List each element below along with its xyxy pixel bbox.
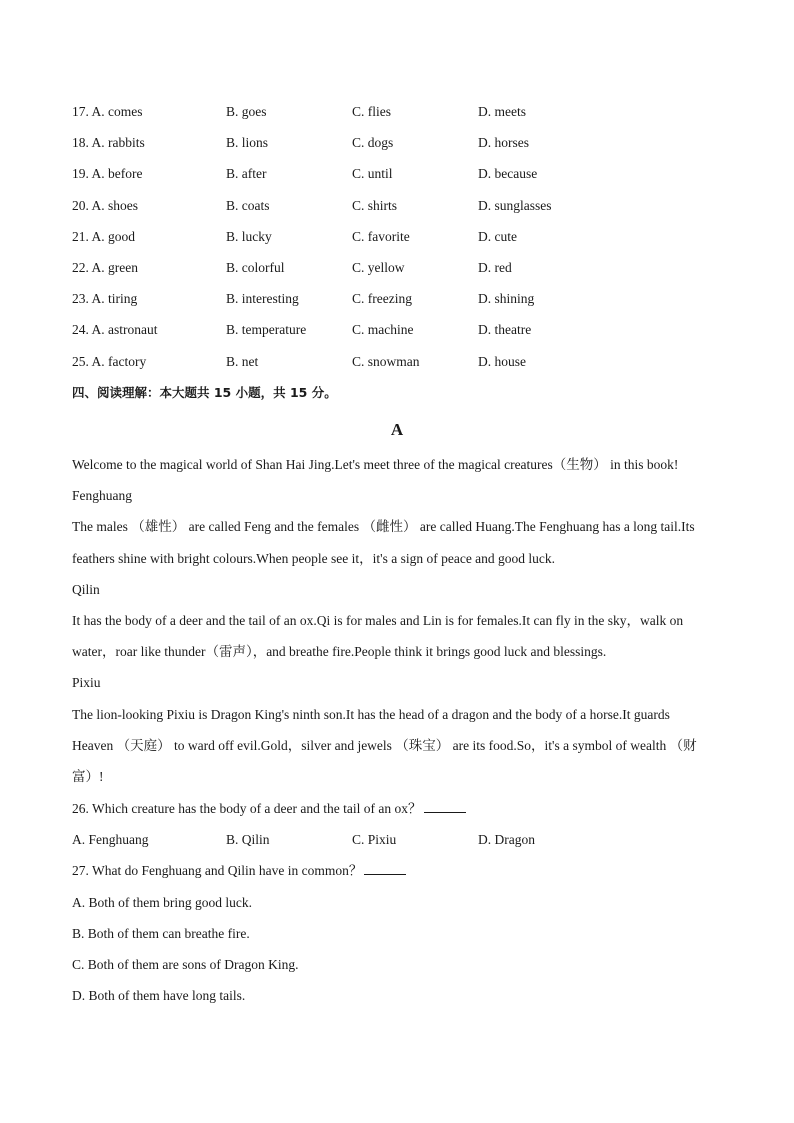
option-d: D. Both of them have long tails. <box>72 988 246 1004</box>
option-b: B. temperature <box>226 322 307 338</box>
passage-line: It has the body of a deer and the tail of an ox.Qi is for males and Lin is for females.It can fly in the sky，walk on <box>72 612 684 628</box>
option-a: 22. A. green <box>72 259 138 275</box>
option-c: C. dogs <box>352 135 394 151</box>
option-a: 19. A. before <box>72 166 143 182</box>
questions <box>72 798 720 1016</box>
option-c: C. snowman <box>352 353 420 369</box>
option-d: D. Dragon <box>478 832 535 848</box>
option-a: 20. A. shoes <box>72 197 139 213</box>
question-26 <box>72 798 720 829</box>
creature-heading: Pixiu <box>72 675 101 691</box>
question-27 <box>72 860 720 891</box>
option-b: B. coats <box>226 197 270 213</box>
option-c: C. shirts <box>352 197 398 213</box>
option-b: B. Qilin <box>226 832 270 848</box>
option-b: B. Both of them can breathe fire. <box>72 925 250 941</box>
option-d: D. house <box>478 353 526 369</box>
option-d: D. meets <box>478 104 526 119</box>
option-d: D. sunglasses <box>478 197 552 213</box>
passage-line: The males （雄性） are called Feng and the females （雌性） are called Huang.The Fenghuang has a long tail.Its <box>72 519 695 535</box>
option-a: 21. A. good <box>72 228 136 244</box>
answer-blank[interactable] <box>424 798 466 813</box>
creature-heading: Qilin <box>72 581 100 597</box>
passage-title: A <box>390 420 404 439</box>
option-d: D. horses <box>478 135 529 151</box>
option-a: A. Fenghuang <box>72 832 149 848</box>
section-heading: 四、阅读理解：本大题共 15 小题，共 15 分。 <box>72 385 337 400</box>
option-c: C. Both of them are sons of Dragon King. <box>72 956 299 972</box>
option-c: C. machine <box>352 322 414 338</box>
option-d: D. theatre <box>478 322 532 338</box>
option-a: 18. A. rabbits <box>72 135 145 151</box>
option-c: C. until <box>352 166 393 182</box>
option-c: C. Pixiu <box>352 832 397 848</box>
option-a: 23. A. tiring <box>72 291 138 307</box>
option-c: C. favorite <box>352 228 410 244</box>
option-b: B. net <box>226 353 259 369</box>
option-a: 17. A. comes <box>72 104 143 119</box>
option-d: D. shining <box>478 291 535 307</box>
option-b: B. goes <box>226 104 267 119</box>
passage-intro: Welcome to the magical world of Shan Hai Jing.Let's meet three of the magical creatures（生物） in this book! <box>72 457 679 472</box>
passage-line: feathers shine with bright colours.When people see it，it's a sign of peace and good luck. <box>72 550 556 566</box>
option-b: B. after <box>226 166 267 182</box>
question-26-options <box>72 829 720 860</box>
option-b: B. colorful <box>226 259 285 275</box>
option-a: A. Both of them bring good luck. <box>72 894 252 910</box>
option-d: D. red <box>478 259 512 275</box>
passage-line: 富）! <box>72 768 104 784</box>
question-stem: 26. Which creature has the body of a deer and the tail of an ox？ <box>72 801 422 816</box>
option-c: C. flies <box>352 104 391 119</box>
option-b: B. lucky <box>226 228 272 244</box>
option-b: B. lions <box>226 135 269 151</box>
question-stem: 27. What do Fenghuang and Qilin have in common？ <box>72 863 363 879</box>
passage-line: The lion-looking Pixiu is Dragon King's ninth son.It has the head of a dragon and the body of a horse.It guards <box>72 706 670 722</box>
option-c: C. yellow <box>352 259 405 275</box>
option-b: B. interesting <box>226 291 299 307</box>
creature-heading: Fenghuang <box>72 488 132 504</box>
option-d: D. because <box>478 166 538 182</box>
option-a: 25. A. factory <box>72 353 147 369</box>
passage-line: water，roar like thunder（雷声），and breathe fire.People think it brings good luck and blessings. <box>72 644 607 660</box>
option-c: C. freezing <box>352 291 412 307</box>
answer-blank[interactable] <box>364 860 406 875</box>
reading-passage <box>72 454 720 797</box>
passage-line: Heaven （天庭） to ward off evil.Gold，silver and jewels （珠宝） are its food.So，it's a symbol of wealth （财 <box>72 737 697 753</box>
option-a: 24. A. astronaut <box>72 322 158 338</box>
option-d: D. cute <box>478 228 517 244</box>
